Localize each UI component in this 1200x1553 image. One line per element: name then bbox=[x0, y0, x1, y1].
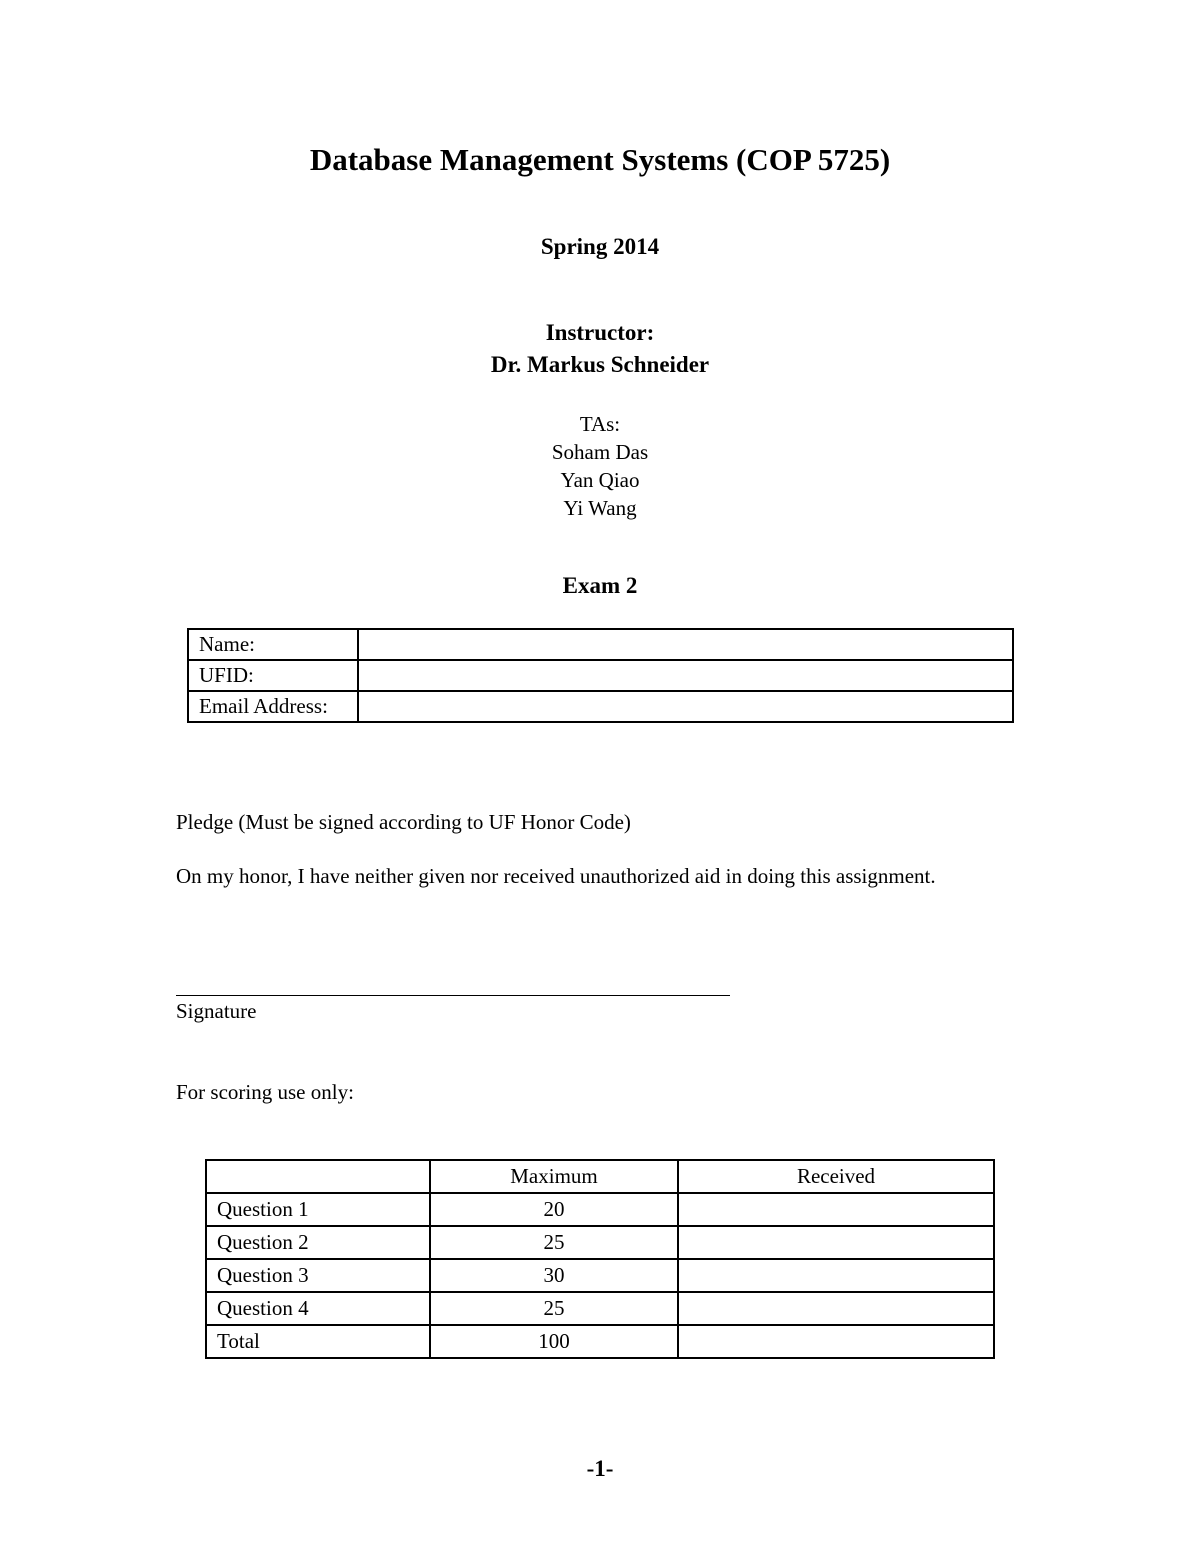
row-label: Question 3 bbox=[206, 1259, 430, 1292]
document-title: Database Management Systems (COP 5725) bbox=[309, 142, 891, 177]
column-header bbox=[206, 1160, 430, 1193]
received-cell[interactable] bbox=[678, 1292, 994, 1325]
tas-label: TAs: bbox=[579, 412, 621, 436]
table-row bbox=[188, 660, 1013, 691]
page-number: -1- bbox=[586, 1456, 614, 1481]
maximum-cell: 20 bbox=[430, 1193, 678, 1226]
tas-block bbox=[0, 410, 1200, 522]
semester: Spring 2014 bbox=[540, 234, 660, 259]
maximum-cell: 100 bbox=[430, 1325, 678, 1358]
ta-name: Yi Wang bbox=[563, 496, 637, 520]
scoring-table bbox=[205, 1159, 995, 1359]
ta-name: Yan Qiao bbox=[560, 468, 640, 492]
signature-line[interactable] bbox=[176, 995, 730, 996]
maximum-cell: 25 bbox=[430, 1226, 678, 1259]
table-row bbox=[206, 1226, 994, 1259]
pledge-heading: Pledge (Must be signed according to UF Honor Code) bbox=[176, 810, 631, 834]
maximum-cell: 30 bbox=[430, 1259, 678, 1292]
received-cell[interactable] bbox=[678, 1226, 994, 1259]
student-info-table bbox=[187, 628, 1014, 723]
name-field[interactable] bbox=[358, 629, 1013, 660]
row-label: Question 4 bbox=[206, 1292, 430, 1325]
ufid-field[interactable] bbox=[358, 660, 1013, 691]
table-row-total bbox=[206, 1325, 994, 1358]
table-row bbox=[206, 1292, 994, 1325]
row-label: Total bbox=[206, 1325, 430, 1358]
column-header-received: Received bbox=[678, 1160, 994, 1193]
table-row bbox=[206, 1193, 994, 1226]
exam-title: Exam 2 bbox=[562, 573, 638, 598]
received-cell[interactable] bbox=[678, 1259, 994, 1292]
maximum-cell: 25 bbox=[430, 1292, 678, 1325]
name-label: Name: bbox=[188, 629, 358, 660]
signature-label: Signature bbox=[176, 999, 257, 1023]
ufid-label: UFID: bbox=[188, 660, 358, 691]
table-row bbox=[206, 1259, 994, 1292]
table-header-row bbox=[206, 1160, 994, 1193]
instructor-label: Instructor: bbox=[545, 320, 655, 345]
ta-name: Soham Das bbox=[551, 440, 649, 464]
email-field[interactable] bbox=[358, 691, 1013, 722]
scoring-label: For scoring use only: bbox=[176, 1080, 354, 1104]
received-cell[interactable] bbox=[678, 1325, 994, 1358]
instructor-name: Dr. Markus Schneider bbox=[490, 352, 710, 377]
row-label: Question 2 bbox=[206, 1226, 430, 1259]
received-cell[interactable] bbox=[678, 1193, 994, 1226]
column-header-maximum: Maximum bbox=[430, 1160, 678, 1193]
table-row bbox=[188, 629, 1013, 660]
table-row bbox=[188, 691, 1013, 722]
row-label: Question 1 bbox=[206, 1193, 430, 1226]
email-label: Email Address: bbox=[188, 691, 358, 722]
pledge-text: On my honor, I have neither given nor received unauthorized aid in doing this assignment. bbox=[176, 864, 936, 888]
